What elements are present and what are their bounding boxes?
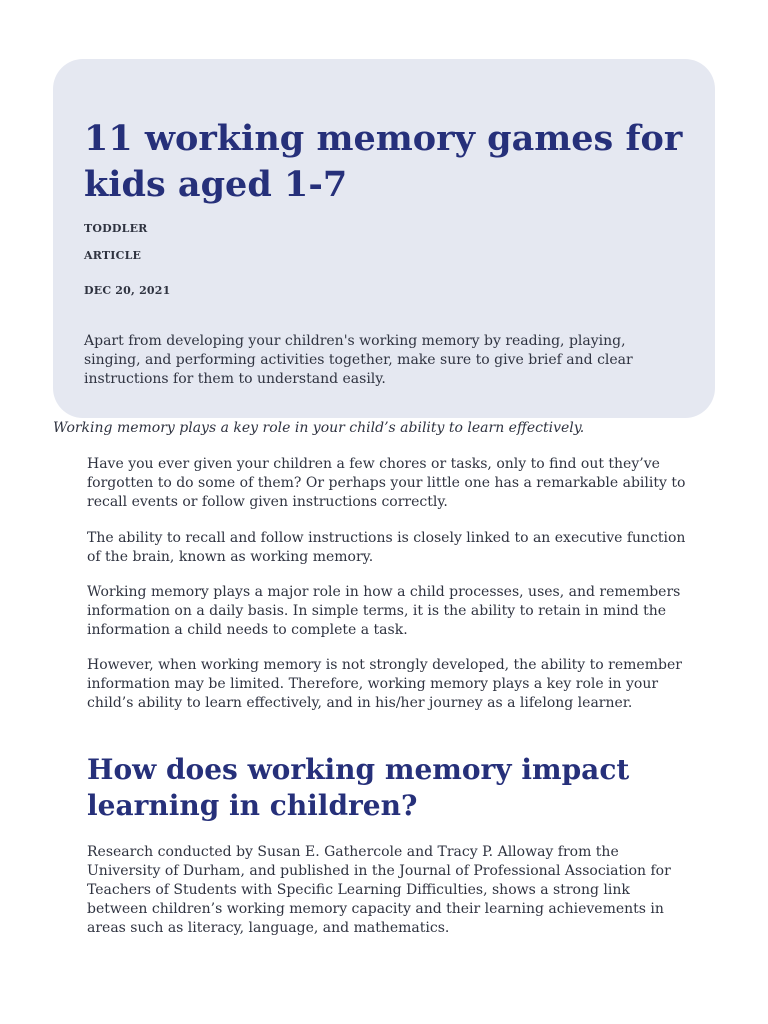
body-paragraph: The ability to recall and follow instructions is closely linked to an executive function of the brain, known as working memory. [87, 530, 686, 565]
body-paragraph: Have you ever given your children a few chores or tasks, only to find out they’ve forgotten to do some of them? Or perhaps your little one has a remarkable ability to recall events or follow given instructions correctly. [87, 456, 686, 510]
section-paragraph: Research conducted by Susan E. Gathercole and Tracy P. Alloway from the University of Durham, and published in the Journal of Professional Association for Teachers of Students with Specific Learning Difficulties, shows a strong link between children’s working memory capacity and their learning achievements in areas such as literacy, language, and mathematics. [87, 844, 671, 936]
article-type-label: ARTICLE [84, 249, 142, 262]
article-date: DEC 20, 2021 [84, 284, 171, 297]
body-paragraph: Working memory plays a major role in how a child processes, uses, and remembers information on a daily basis. In simple terms, it is the ability to retain in mind the information a child needs to complete a task. [87, 584, 681, 638]
section-heading: How does working memory impact learning in children? [87, 753, 630, 822]
article-title: 11 working memory games for kids aged 1-7 [84, 118, 683, 205]
article-intro: Apart from developing your children's working memory by reading, playing, singing, and performing activities together, make sure to give brief and clear instructions for them to understand easily. [84, 333, 633, 387]
body-paragraph: However, when working memory is not strongly developed, the ability to remember information may be limited. Therefore, working memory plays a key role in your child’s ability to learn effectively, and in his/her journey as a lifelong learner. [87, 657, 682, 711]
image-caption: Working memory plays a key role in your child’s ability to learn effectively. [53, 420, 585, 436]
article-category-label[interactable]: TODDLER [84, 222, 148, 235]
